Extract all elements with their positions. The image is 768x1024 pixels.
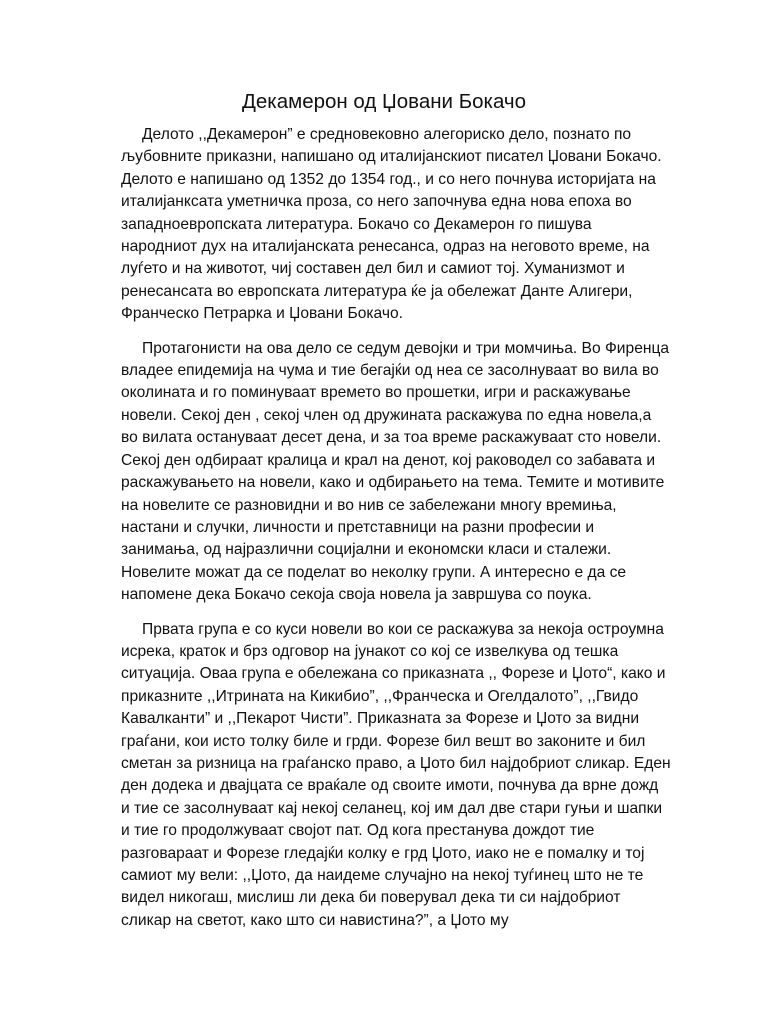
paragraph-line: раскажувањето на новели, како и одбирањето на тема. Темите и мотивите — [121, 474, 665, 492]
paragraph-line: западноевропската литература. Бокачо со Декамерон го пишува — [121, 215, 592, 233]
paragraph-line: луѓето и на животот, чиј составен дел бил и самиот тој. Хуманизмот и — [121, 260, 625, 278]
paragraph-line: ситуација. Оваа група е обележана со приказната ,, Форезе и Џото“, како и — [121, 665, 666, 683]
paragraph-line: напомене дека Бокачо секоја своја новела ја завршува со поука. — [121, 586, 592, 604]
paragraph-line: Кавалканти” и ,,Пекарот Чисти”. Приказната за Форезе и Џото за видни — [121, 710, 640, 728]
paragraph-line: приказните ,,Итрината на Кикибио”, ,,Франческа и Огелдалото”, ,,Гвидо — [121, 687, 639, 705]
paragraph-line: Франческо Петрарка и Џовани Бокачо. — [121, 305, 403, 323]
paragraph-line: Новелите можат да се поделат во неколку групи. А интересно е да се — [121, 563, 627, 581]
paragraph-line: и тие го продолжуваат својот пат. Од кога престанува дождот тие — [121, 822, 595, 840]
paragraph-line: Делото ,,Декамерон” е средновековно алегориско дело, познато по — [142, 126, 632, 143]
paragraph-line: Протагонисти на ова дело се седум девојки и три момчиња. Во Фиренца — [142, 339, 670, 357]
paragraph-line: сликар на светот, како што си навистина?”, а Џото му — [121, 911, 509, 929]
paragraph-line: владее епидемија на чума и тие бегајќи од неа се засолнуваат во вила во — [121, 362, 659, 380]
paragraph-2 — [121, 338, 669, 607]
paragraph-line: разговараат и Форезе гледајќи колку е грд Џото, иако не е помалку и тој — [121, 844, 645, 862]
document-body — [121, 124, 669, 944]
paragraph-line: ден додека и двајцата се враќале од своите имоти, почнува да врне дожд — [121, 777, 659, 795]
paragraph-line: љубовните приказни, напишано од италијанскиот писател Џовани Бокачо. — [121, 148, 662, 166]
paragraph-line: ренесансата во европската литература ќе ја обележат Данте Алигери, — [121, 282, 633, 300]
paragraph-line: Секој ден одбираат кралица и крал на денот, кој раководел со забавата и — [121, 451, 656, 469]
paragraph-line: исрека, краток и брз одговор на јунакот со кој се извелкува од тешка — [121, 642, 619, 660]
paragraph-line: на новелите се разновидни и во нив се забележани многу времиња, — [121, 496, 617, 514]
paragraph-line: сметан за ризница на граѓанско право, а Џото бил најдобриот сликар. Еден — [121, 754, 671, 772]
paragraph-line: италијанксата уметничка проза, со него започнува една нова епоха во — [121, 193, 632, 211]
paragraph-1 — [121, 124, 669, 326]
paragraph-line: граѓани, кои исто толку биле и грди. Форезе бил вешт во законите и бил — [121, 732, 646, 750]
paragraph-line: народниот дух на италијанската ренесанса, одраз на неговото време, на — [121, 238, 650, 256]
document-title: Декамерон од Џовани Бокачо — [242, 90, 526, 113]
paragraph-line: занимања, од најразлични социјални и економски класи и сталежи. — [121, 541, 612, 559]
paragraph-line: самиот му вели: ,,Џото, да наидеме случајно на некој туѓинец што не те — [121, 867, 644, 884]
paragraph-line: во вилата остануваат десет дена, и за тоа време раскажуваат сто новели. — [121, 429, 662, 447]
paragraph-line: видел никогаш, мислиш ли дека би поверувал дека ти си најдобриот — [121, 889, 621, 907]
paragraph-line: настани и случки, личности и претставници на разни професии и — [121, 518, 595, 536]
paragraph-line: околината и го поминуваат времето во прошетки, игри и раскажување — [121, 384, 631, 402]
paragraph-line: новели. Секој ден , секој член од дружината раскажува по една новела,а — [121, 406, 652, 424]
paragraph-line: Првата група е со куси новели во кои се раскажува за некоја остроумна — [142, 620, 664, 638]
paragraph-3 — [121, 619, 669, 933]
paragraph-line: Делото е напишано од 1352 до 1354 год., и со него почнува историјата на — [121, 170, 656, 188]
paragraph-line: и тие се засолнуваат кај некој селанец, кој им дал две стари гуњи и шапки — [121, 799, 663, 817]
